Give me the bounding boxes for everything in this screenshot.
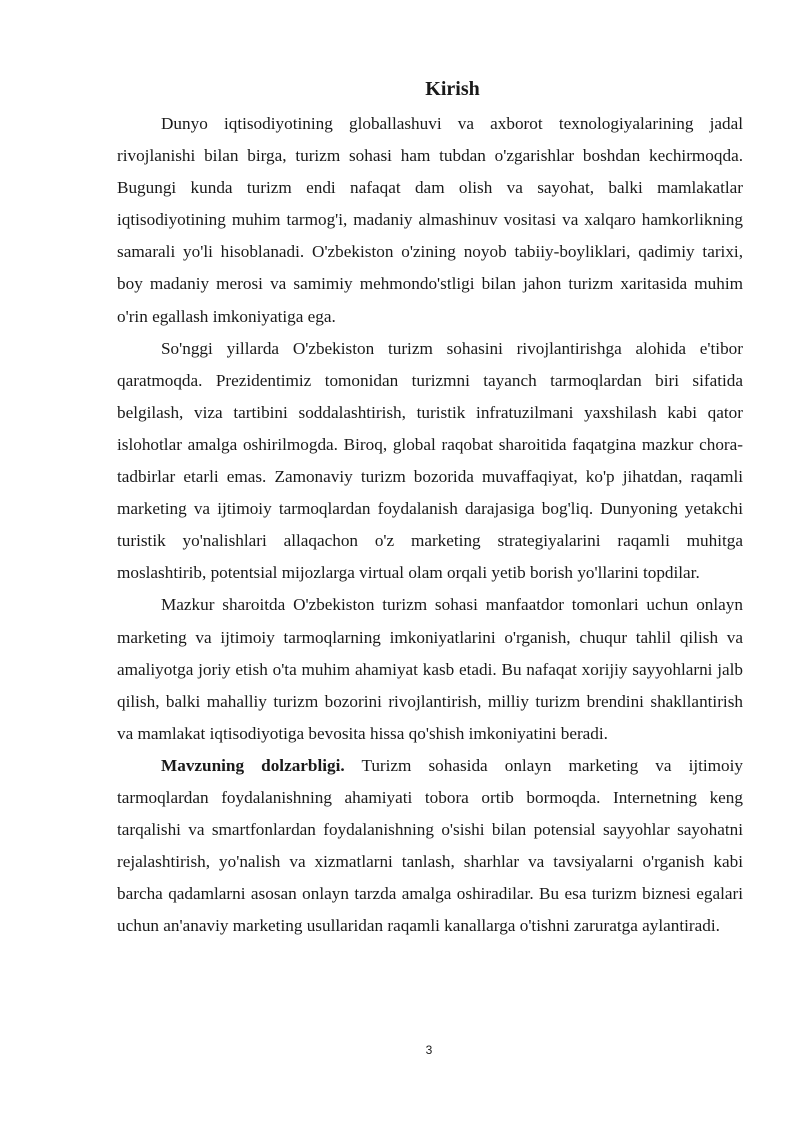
paragraph-relevance (117, 750, 743, 943)
paragraph-opportunities (117, 589, 743, 749)
paragraph-text: So'nggi yillarda O'zbekiston turizm sohasini rivojlantirishga alohida e'tibor qaratmoqda. Prezidentimiz tomonidan turizmni tayanch tarmoqlardan biri sifatida belgilash, viza tartibini soddalashtirish, turistik infratuzilmani yaxshilash kabi qator islohotlar amalga oshirilmogda. Biroq, global raqobat sharoitida faqatgina mazkur chora-tadbirlar etarli emas. Zamonaviy turizm bozorida muvaffaqiyat, ko'p jihatdan, raqamli marketing va ijtimoiy tarmoqlardan foydalanish darajasiga bog'liq. Dunyoning yetakchi turistik yo'nalishlari allaqachon o'z marketing strategiyalarini raqamli muhitga moslashtirib, potentsial mijozlarga virtual olam orqali yetib borish yo'llarini topdilar. (117, 338, 743, 583)
page-title: Kirish (425, 78, 480, 100)
page-number: 3 (425, 1043, 433, 1057)
paragraph-recent-reforms (117, 333, 743, 590)
paragraph-text: Mazkur sharoitda O'zbekiston turizm sohasi manfaatdor tomonlari uchun onlayn marketing va ijtimoiy tarmoqlarning imkoniyatlarini o'rganish, chuqur tahlil qilish va amaliyotga joriy etish o'ta muhim ahamiyat kasb etadi. Bu nafaqat xorijiy sayyohlarni jalb qilish, balki mahalliy turizm bozorini rivojlantirish, milliy turizm brendini shakllantirish va mamlakat iqtisodiyotiga bevosita hissa qo'shish imkoniyatini beradi. (117, 595, 743, 743)
paragraph-intro-globalization (117, 108, 743, 333)
document-body (117, 108, 743, 942)
paragraph-lead-heading: Mavzuning dolzarbligi. (161, 755, 345, 775)
paragraph-text: Dunyo iqtisodiyotining globallashuvi va axborot texnologiyalarining jadal rivojlanishi bilan birga, turizm sohasi ham tubdan o'zgarishlar boshdan kechirmoqda. Bugungi kunda turizm endi nafaqat dam olish va sayohat, balki mamlakatlar iqtisodiyotining muhim tarmog'i, madaniy almashinuv vositasi va xalqaro hamkorlikning samarali yo'li hisoblanadi. O'zbekiston o'zining noyob tabiiy-boyliklari, qadimiy tarixi, boy madaniy merosi va samimiy mehmondo'stligi bilan jahon turizm xaritasida muhim o'rin egallash imkoniyatiga ega. (117, 114, 743, 326)
paragraph-text: Turizm sohasida onlayn marketing va ijtimoiy tarmoqlardan foydalanishning ahamiyati tobora ortib bormoqda. Internetning keng tarqalishi va smartfonlardan foydalanishning o'sishi bilan potensial sayyohlar sayohatni rejalashtirish, yo'nalish va xizmatlarni tanlash, sharhlar va tavsiyalarni o'rganish kabi barcha qadamlarni asosan onlayn tarzda amalga oshiradilar. Bu esa turizm biznesi egalari uchun an'anaviy marketing usullaridan raqamli kanallarga o'tishni zaruratga aylantiradi. (117, 755, 744, 936)
